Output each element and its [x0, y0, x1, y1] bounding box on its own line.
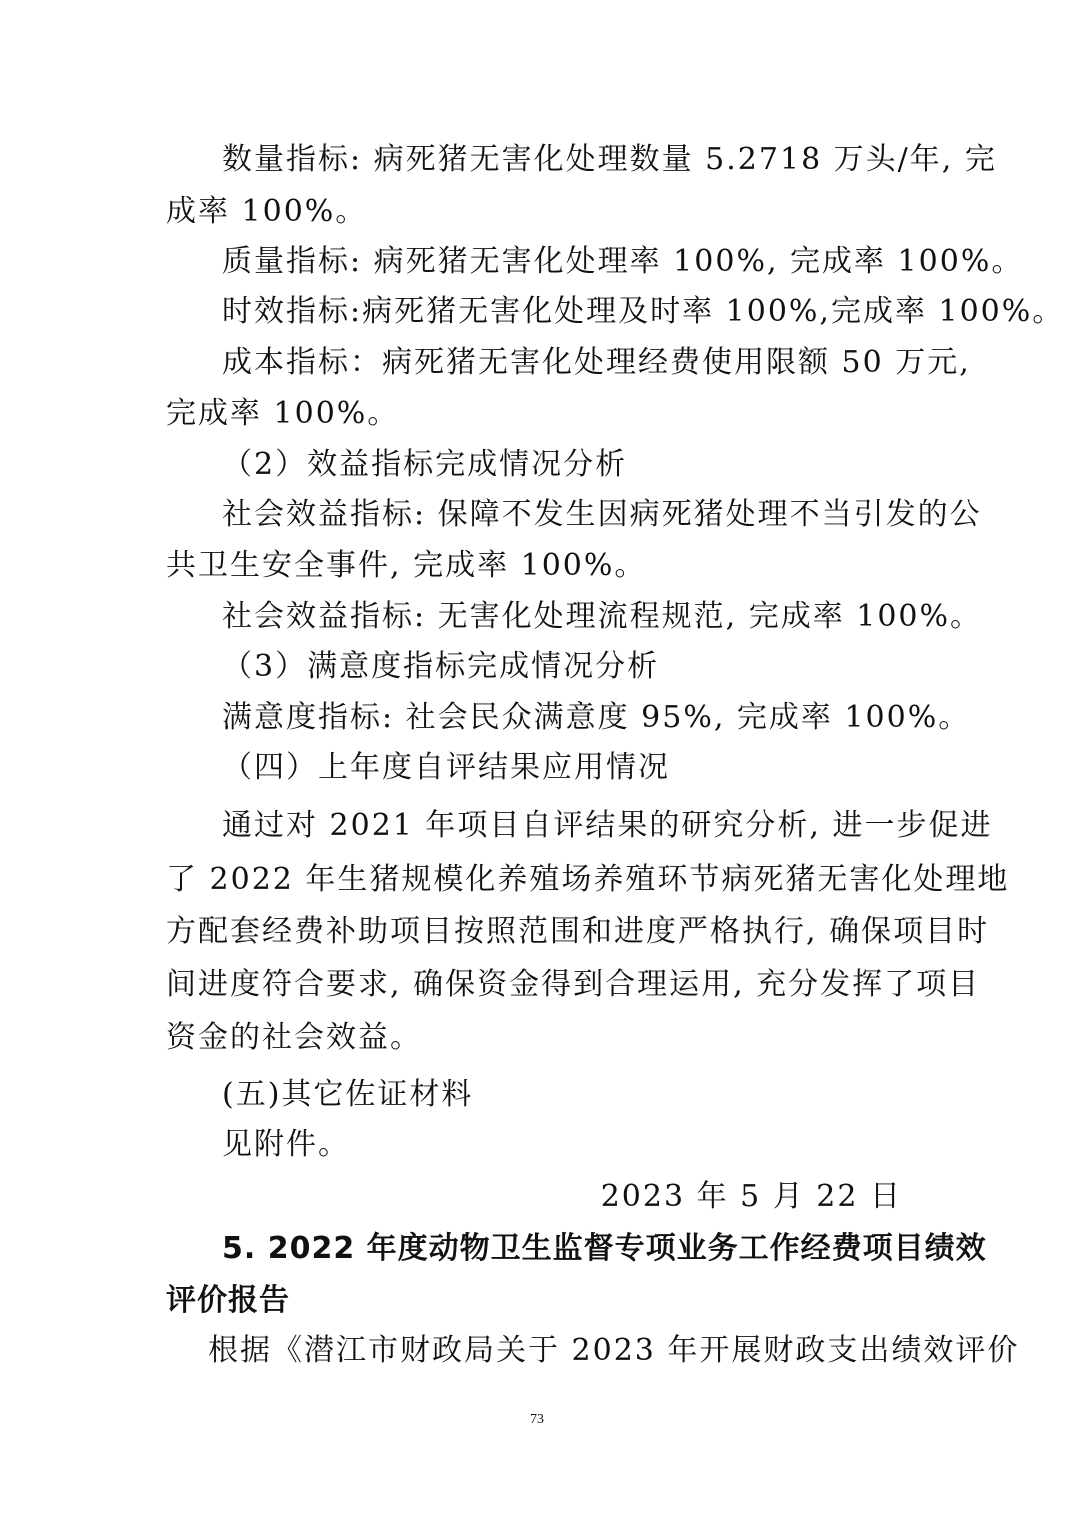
paragraph-line: 共卫生安全事件, 完成率 100%。 — [166, 548, 647, 583]
paragraph-line: 通过对 2021 年项目自评结果的研究分析, 进一步促进 — [222, 808, 993, 843]
report-date: 2023 年 5 月 22 日 — [600, 1179, 902, 1214]
section-heading: 5. 2022 年度动物卫生监督专项业务工作经费项目绩效 — [222, 1231, 987, 1266]
subsection-heading: （四）上年度自评结果应用情况 — [222, 750, 670, 785]
paragraph-line: 资金的社会效益。 — [166, 1020, 422, 1055]
paragraph-line: 完成率 100%。 — [166, 396, 400, 431]
subsection-heading: （3）满意度指标完成情况分析 — [222, 649, 660, 684]
paragraph-line: 社会效益指标: 保障不发生因病死猪处理不当引发的公 — [222, 497, 982, 532]
paragraph-line: 见附件。 — [222, 1127, 350, 1162]
paragraph-line: 成本指标：病死猪无害化处理经费使用限额 50 万元, — [222, 345, 971, 380]
paragraph-line: 数量指标: 病死猪无害化处理数量 5.2718 万头/年, 完 — [222, 142, 997, 177]
paragraph-line: 间进度符合要求, 确保资金得到合理运用, 充分发挥了项目 — [166, 967, 981, 1002]
paragraph-line: 社会效益指标: 无害化处理流程规范, 完成率 100%。 — [222, 599, 983, 634]
subsection-heading: （2）效益指标完成情况分析 — [222, 447, 628, 482]
paragraph-line: 根据《潜江市财政局关于 2023 年开展财政支出绩效评价 — [208, 1333, 1020, 1368]
page-number: 73 — [530, 1412, 544, 1427]
paragraph-line: 成率 100%。 — [166, 194, 368, 229]
paragraph-line: 了 2022 年生猪规模化养殖场养殖环节病死猪无害化处理地 — [166, 862, 1010, 897]
paragraph-line: 质量指标: 病死猪无害化处理率 100%, 完成率 100%。 — [222, 244, 1024, 279]
paragraph-line: 方配套经费补助项目按照范围和进度严格执行, 确保项目时 — [166, 914, 990, 949]
paragraph-line: 满意度指标: 社会民众满意度 95%, 完成率 100%。 — [222, 700, 971, 735]
paragraph-line: 时效指标:病死猪无害化处理及时率 100%,完成率 100%。 — [222, 294, 1065, 329]
subsection-heading: (五)其它佐证材料 — [222, 1077, 474, 1112]
section-heading-continued: 评价报告 — [166, 1283, 290, 1318]
